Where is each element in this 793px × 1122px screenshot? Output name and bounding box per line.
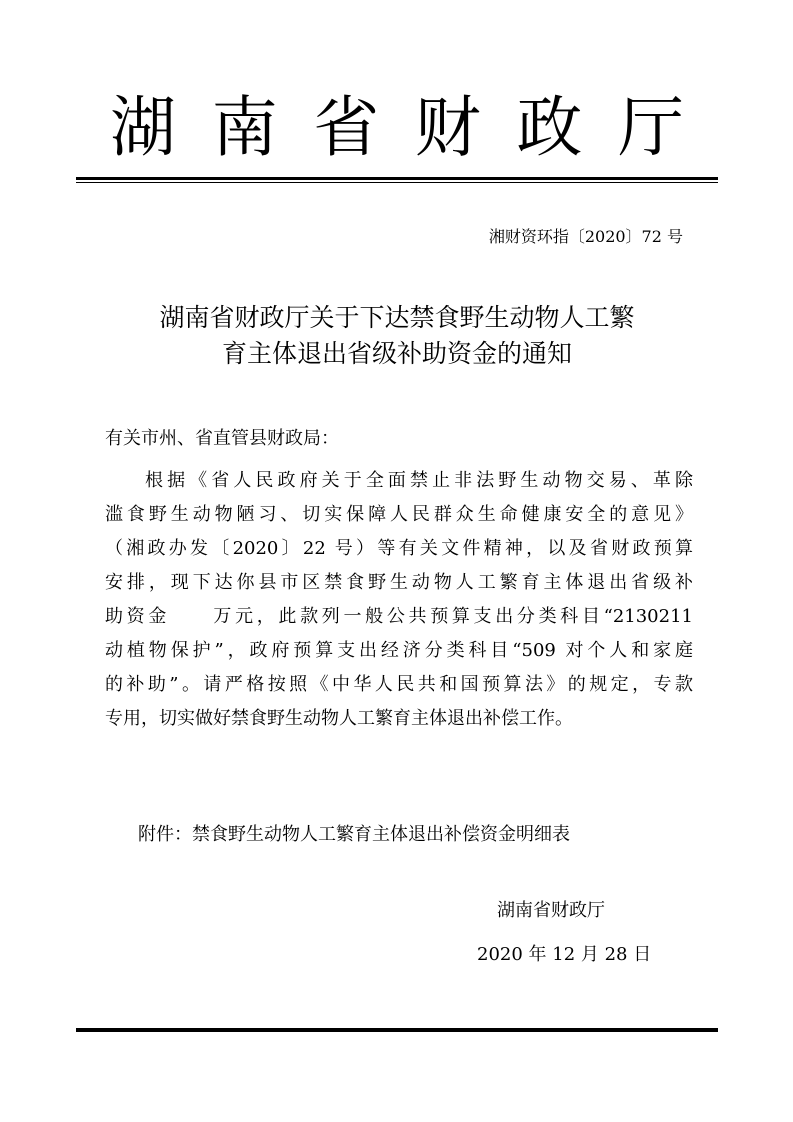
document-title (76, 300, 718, 372)
header-divider (76, 177, 718, 183)
body-line: 根据《省人民政府关于全面禁止非法野生动物交易、革除 (145, 470, 693, 491)
body-line: 安排，现下达你县市区禁食野生动物人工繁育主体退出省级补 (105, 572, 693, 593)
agency-char: 厅 (617, 89, 684, 166)
body-line: 助资金 万元，此款列一般公共预算支出分类科目“2130211 (105, 606, 693, 627)
agency-char: 省 (313, 89, 380, 166)
body-line: （湘政办发〔2020〕22 号）等有关文件精神，以及省财政预算 (105, 538, 693, 559)
signature-org: 湖南省财政厅 (497, 900, 605, 921)
agency-char: 南 (211, 89, 278, 166)
agency-char: 湖 (110, 89, 176, 166)
body-line: 的补助”。请严格按照《中华人民共和国预算法》的规定，专款 (105, 674, 693, 695)
attachment-note: 附件：禁食野生动物人工繁育主体退出补偿资金明细表 (138, 824, 570, 845)
agency-header (76, 88, 718, 168)
document-number: 湘财资环指〔2020〕72 号 (488, 227, 683, 246)
title-line-1: 湖南省财政厅关于下达禁食野生动物人工繁 (159, 303, 635, 332)
agency-char: 财 (414, 89, 481, 166)
agency-char: 政 (516, 89, 583, 166)
body-paragraph (105, 464, 693, 736)
salutation: 有关市州、省直管县财政局： (105, 428, 339, 449)
body-line: 专用，切实做好禁食野生动物人工繁育主体退出补偿工作。 (105, 708, 573, 729)
signature-date: 2020 年 12 月 28 日 (477, 944, 652, 965)
footer-divider (76, 1026, 718, 1032)
title-line-2: 育主体退出省级补助资金的通知 (221, 339, 572, 368)
body-line: 滥食野生动物陋习、切实保障人民群众生命健康安全的意见》 (105, 504, 693, 525)
body-line: 动植物保护”，政府预算支出经济分类科目“509 对个人和家庭 (105, 640, 693, 661)
